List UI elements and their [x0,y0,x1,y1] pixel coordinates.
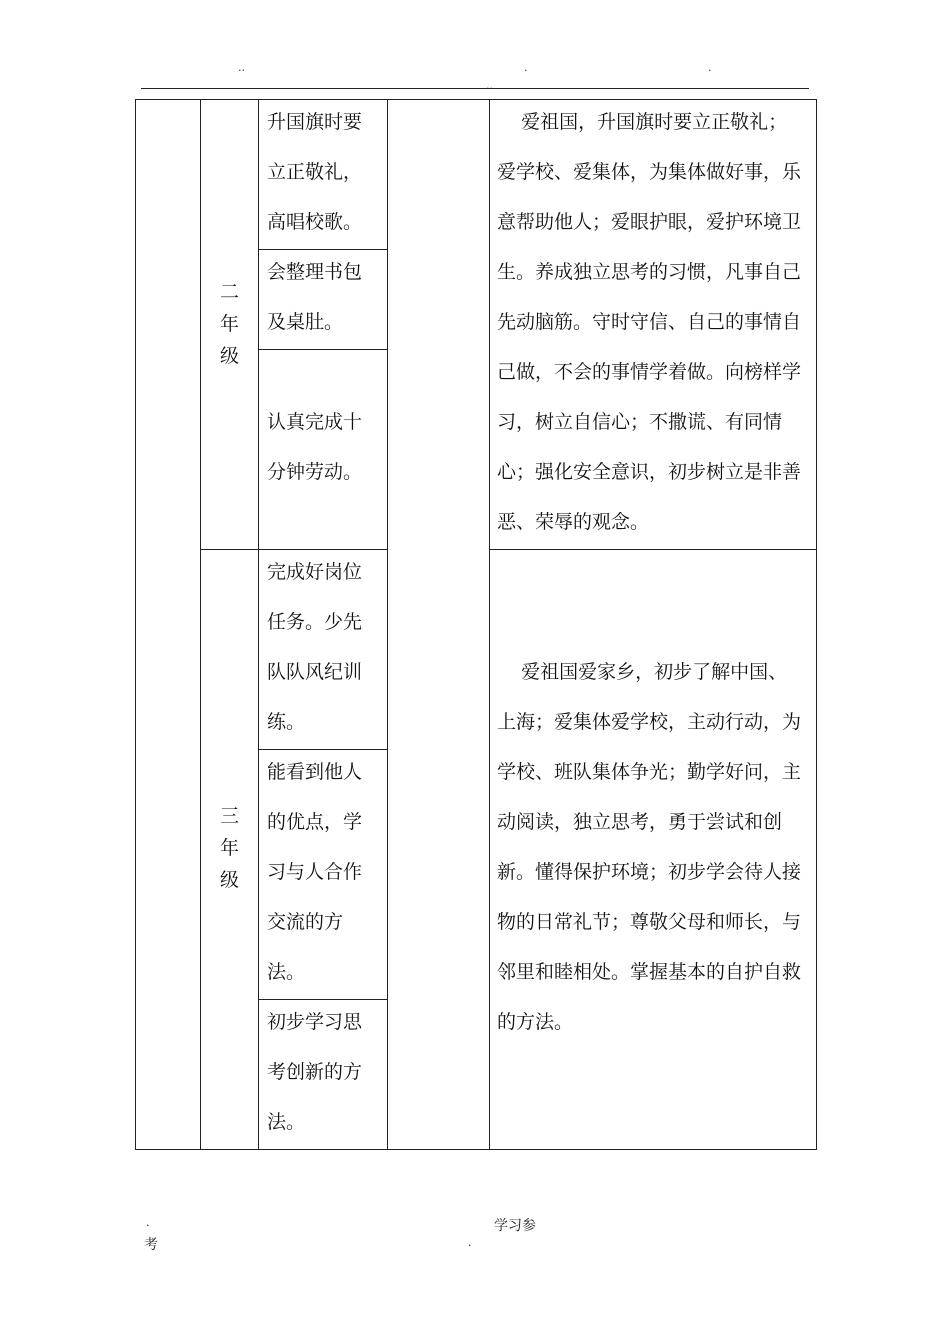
grade2-goal-3: 认真完成十 分钟劳动。 [267,411,363,483]
grade3-goal-2: 能看到他人 的优点，学 习与人合作 交流的方 法。 [267,761,363,983]
grade3-label: 三 年 级 [219,805,239,891]
grade2-goal-cell [258,99,388,250]
grade2-goal-1: 升国旗时要 立正敬礼， 高唱校歌。 [267,111,363,233]
header-rule [141,88,809,89]
category-column-cell [135,99,201,1150]
grade3-description-cell [489,549,817,1150]
grade2-goal-2: 会整理书包 及桌肚。 [267,261,363,333]
footer-dot-left: . [146,1216,150,1229]
grade2-goal-cell [258,249,388,350]
grade2-description: 爱祖国，升国旗时要立正敬礼； 爱学校、爱集体，为集体做好事，乐 意帮助他人；爱眼护眼，爱护环境卫 生。养成独立思考的习惯，凡事自己 先动脑筋。守时守信、自己的事情自 己做，不会的事情学着做。向榜样学 习，树立自信心；不撒谎、有同情 心；强化安全意识，初步树立是非善 恶、荣辱的观念。 [497,111,802,533]
grade3-goal-cell [258,549,388,750]
grade3-goal-1: 完成好岗位 任务。少先 队队风纪训 练。 [267,561,363,733]
footer-left-char: 考 [144,1237,158,1253]
empty-column-cell [387,99,490,1150]
grade2-cell [200,99,259,550]
grade3-description: 爱祖国爱家乡，初步了解中国、 上海；爱集体爱学校，主动行动，为 学校、班队集体争光；勤学好问，主 动阅读，独立思考，勇于尝试和创 新。懂得保护环境；初步学会待人接 物的日常礼节；尊敬父母和师长，与 邻里和睦相处。掌握基本的自护自救 的方法。 [497,661,802,1033]
header-dot-center: . [524,61,528,74]
grade2-description-cell [489,99,817,550]
footer-center-text: 学习参 [494,1218,536,1234]
header-dot-right: . [708,61,712,74]
header-dot-under: .. [486,79,493,92]
grade2-goal-cell [258,349,388,550]
footer-dot-center: . [468,1236,472,1249]
grade2-label: 二 年 级 [219,281,239,367]
grade3-goal-cell [258,749,388,1000]
grade3-goal-3: 初步学习思 考创新的方 法。 [267,1011,363,1133]
grade3-cell [200,549,259,1150]
grade3-goal-cell [258,999,388,1150]
header-dot-left: .. [238,61,245,74]
